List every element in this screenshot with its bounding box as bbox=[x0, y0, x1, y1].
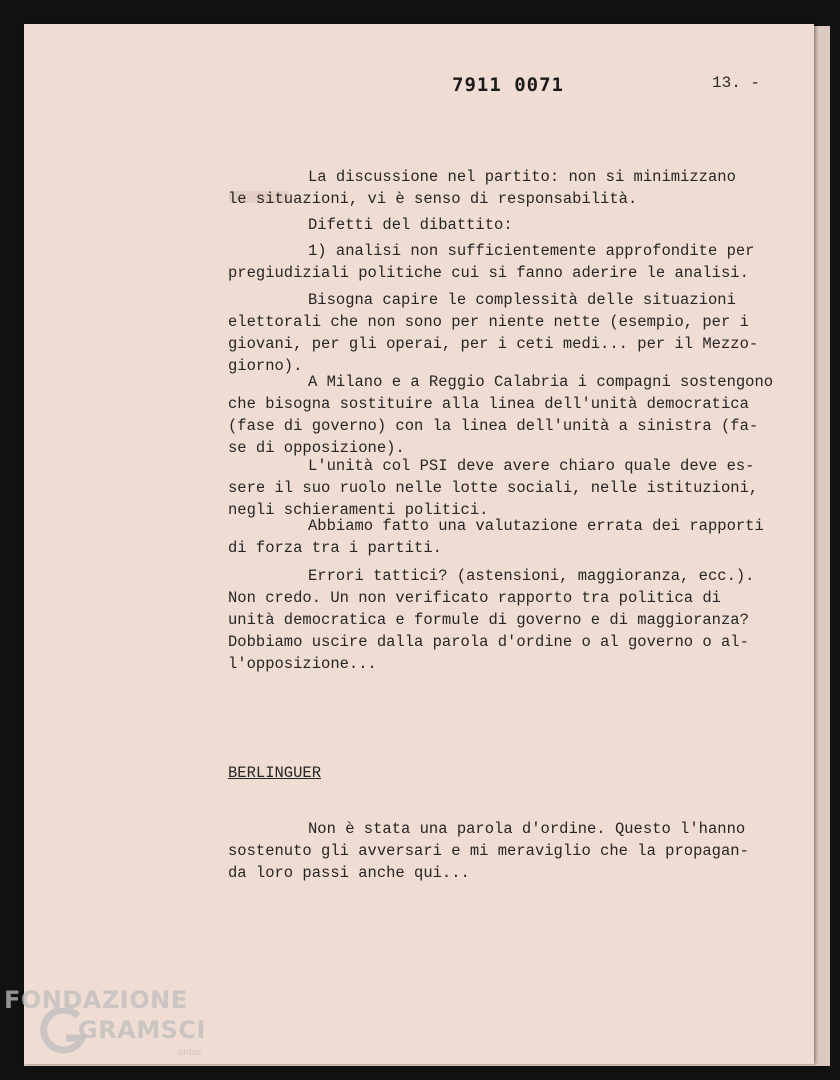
paragraph-3: 1) analisi non sufficientemente approfondite per pregiudiziali politiche cui si fanno aderire le analisi. bbox=[228, 242, 755, 282]
speaker-paragraph: Non è stata una parola d'ordine. Questo l'hanno sostenuto gli avversari e mi meraviglio che la propagan- da loro passi anche qui... bbox=[228, 820, 749, 882]
logo-subtext: onlus bbox=[178, 1048, 203, 1058]
speaker-name: BERLINGUER bbox=[228, 764, 322, 782]
logo-text-line1: FONDAZIONE bbox=[4, 986, 188, 1014]
document-page bbox=[24, 24, 814, 1064]
paragraph-1: La discussione nel partito: non si minimizzano le situazioni, vi è senso di responsabilità. bbox=[228, 168, 736, 208]
paragraph-2: Difetti del dibattito: bbox=[308, 216, 513, 234]
paragraph-4: Bisogna capire le complessità delle situazioni elettorali che non sono per niente nette (esempio, per i giovani, per gli operai, per i ceti medi... per il Mezzo- giorno). bbox=[228, 291, 759, 375]
paragraph-7: Abbiamo fatto una valutazione errata dei rapporti di forza tra i partiti. bbox=[228, 517, 764, 557]
paragraph-5: A Milano e a Reggio Calabria i compagni sostengono che bisogna sostituire alla linea dell'unità democratica (fase di governo) con la linea dell'unità a sinistra (fa- se di opposizione). bbox=[228, 373, 774, 457]
page-number: 13. - bbox=[712, 74, 761, 92]
paragraph-6: L'unità col PSI deve avere chiaro quale deve es- sere il suo ruolo nelle lotte sociali, nelle istituzioni, negli schieramenti politici. bbox=[228, 457, 759, 519]
fondazione-gramsci-logo bbox=[4, 986, 214, 1066]
logo-text-line2: GRAMSCI bbox=[78, 1016, 206, 1044]
paragraph-8: Errori tattici? (astensioni, maggioranza, ecc.). Non credo. Un non verificato rapporto tra politica di unità democratica e formule di governo e di maggioranza? Dobbiamo uscire dalla parola d'ordine o al governo o al- l'opposizione... bbox=[228, 567, 755, 673]
archive-number: 7911 0071 bbox=[452, 74, 564, 96]
